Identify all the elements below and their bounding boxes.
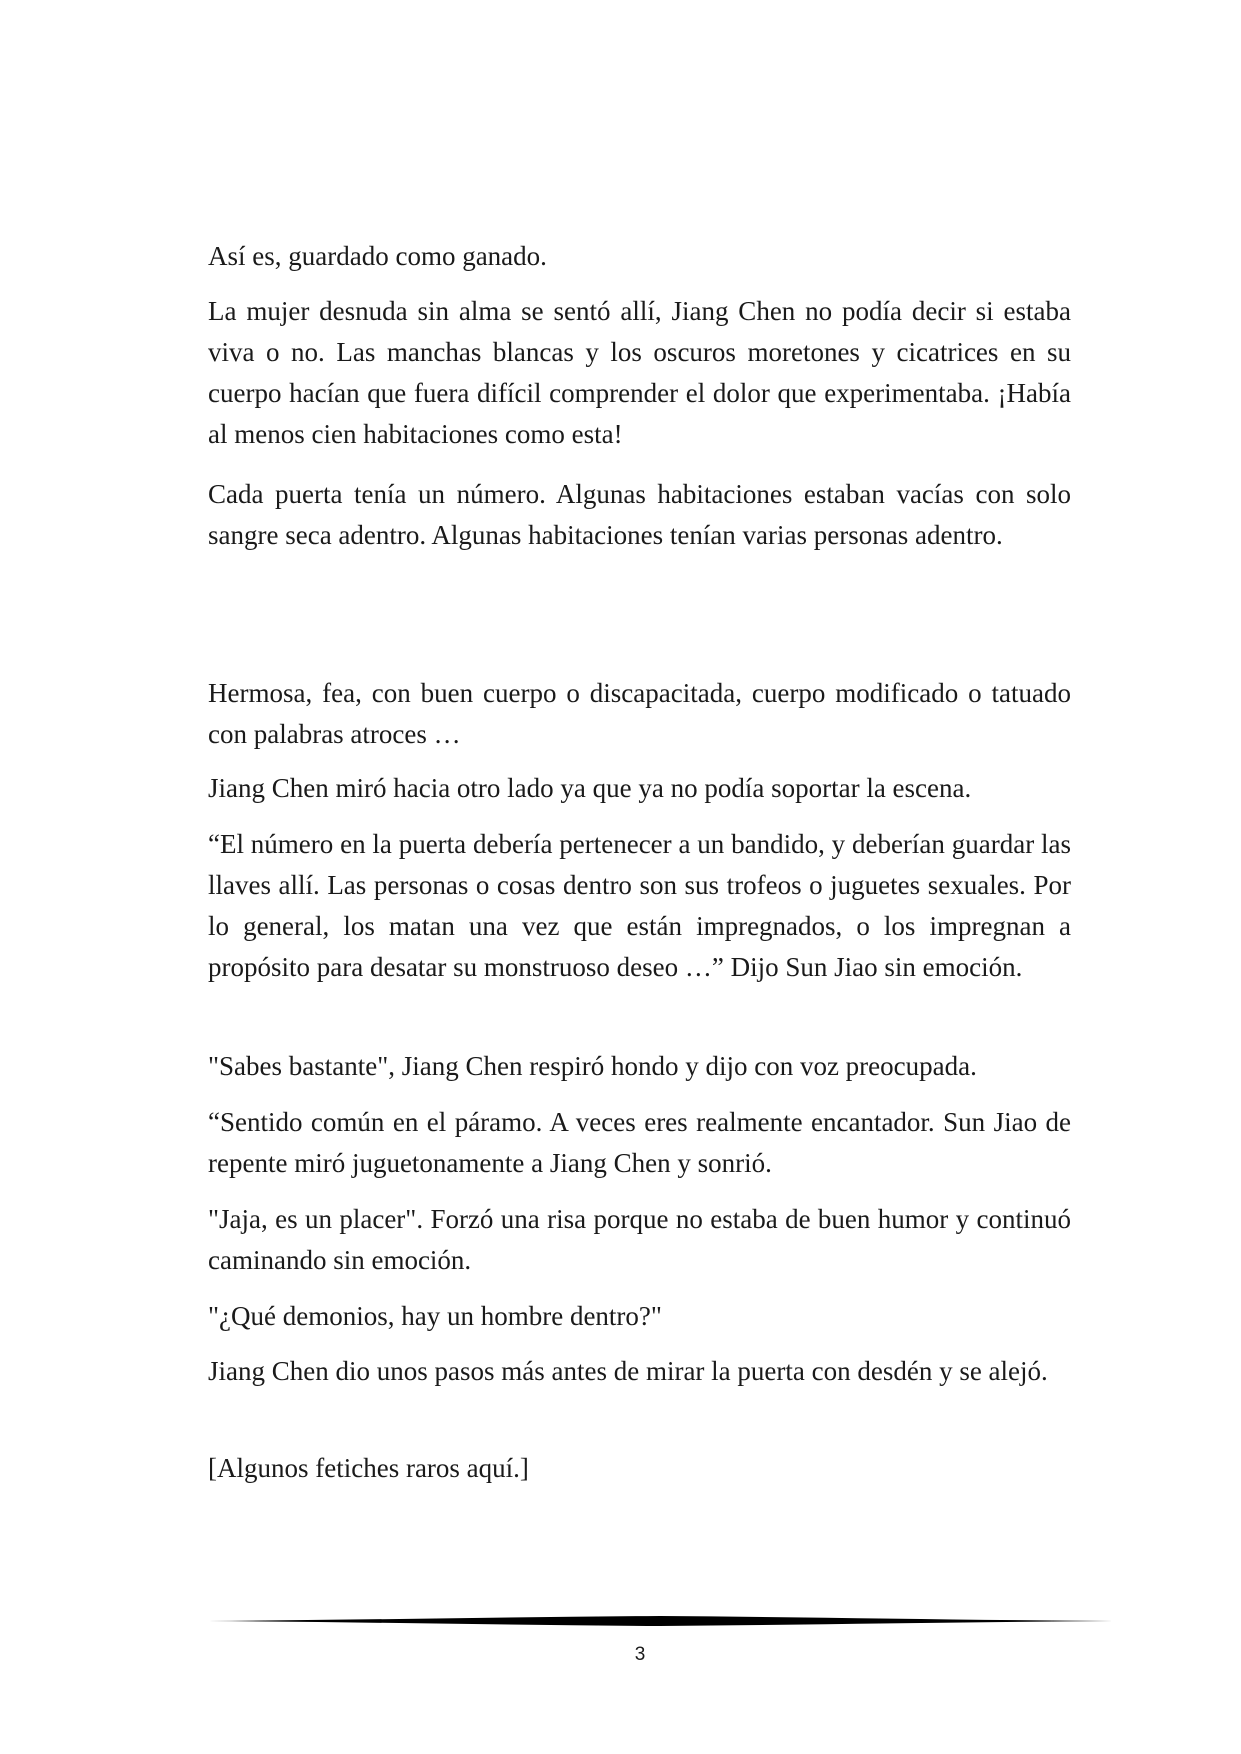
paragraph-9: "Jaja, es un placer". Forzó una risa porque no estaba de buen humor y continuó caminando sin emoción.: [208, 1204, 1071, 1275]
page-number: 3: [634, 1644, 646, 1665]
paragraph-4: Hermosa, fea, con buen cuerpo o discapacitada, cuerpo modificado o tatuado con palabras atroces …: [208, 678, 1071, 749]
paragraph-7: "Sabes bastante", Jiang Chen respiró hondo y dijo con voz preocupada.: [208, 1051, 977, 1081]
paragraph-10: "¿Qué demonios, hay un hombre dentro?": [208, 1301, 662, 1331]
paragraph-1: Así es, guardado como ganado.: [208, 241, 547, 271]
paragraph-6: “El número en la puerta debería pertenecer a un bandido, y deberían guardar las llaves allí. Las personas o cosas dentro son sus trofeos o juguetes sexuales. Por lo general, los matan una vez que están impregnados, o los impregnan a propósito para desatar su monstruoso deseo …” Dijo Sun Jiao sin emoción.: [208, 829, 1071, 982]
paragraph-11: Jiang Chen dio unos pasos más antes de mirar la puerta con desdén y se alejó.: [208, 1356, 1048, 1386]
footer-divider: [208, 1614, 1113, 1628]
paragraph-3: Cada puerta tenía un número. Algunas habitaciones estaban vacías con solo sangre seca adentro. Algunas habitaciones tenían varias personas adentro.: [208, 479, 1071, 550]
paragraph-12: [Algunos fetiches raros aquí.]: [208, 1453, 529, 1483]
paragraph-8: “Sentido común en el páramo. A veces eres realmente encantador. Sun Jiao de repente miró juguetonamente a Jiang Chen y sonrió.: [208, 1107, 1071, 1178]
paragraph-2: La mujer desnuda sin alma se sentó allí, Jiang Chen no podía decir si estaba viva o no. Las manchas blancas y los oscuros moretones y cicatrices en su cuerpo hacían que fuera difícil comprender el dolor que experimentaba. ¡Había al menos cien habitaciones como esta!: [208, 296, 1071, 449]
paragraph-5: Jiang Chen miró hacia otro lado ya que ya no podía soportar la escena.: [208, 773, 972, 803]
